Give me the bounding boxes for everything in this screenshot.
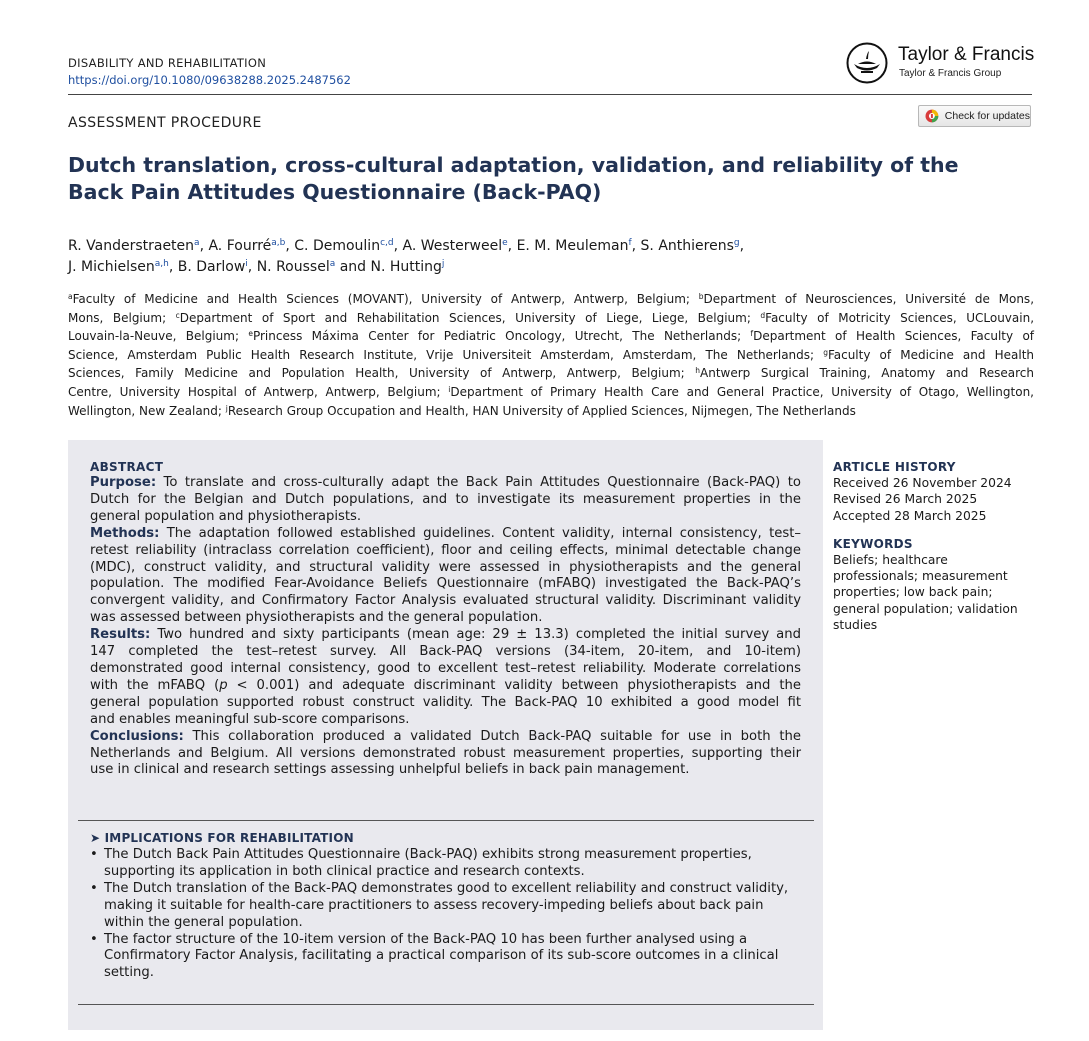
p-value-symbol: p <box>219 677 228 693</box>
implications-top-divider <box>78 820 814 821</box>
abstract-line: demonstrated good internal consistency, good to excellent test–retest reliability. Moderate correlations <box>90 660 801 676</box>
keywords-line: general population; validation <box>833 601 1018 616</box>
author-affiliation[interactable]: e <box>502 238 508 248</box>
publisher-lamp-icon <box>846 42 888 84</box>
abstract-line: (MDC), construct validity, and structural validity were assessed in physiotherapists and the general <box>90 559 801 575</box>
affiliation-line <box>68 402 1034 421</box>
title-line: Dutch translation, cross-cultural adaptation, validation, and reliability of the <box>68 153 959 177</box>
author[interactable]: A. Westerweel <box>402 238 503 254</box>
abstract-line <box>90 678 801 695</box>
implications-heading: ➤ IMPLICATIONS FOR REHABILITATION <box>90 831 354 845</box>
implications-bottom-divider <box>78 1004 814 1005</box>
abstract-line <box>90 729 801 746</box>
affiliation-text: Department of Sport and Rehabilitation Sciences, University of Liege, Liege, Belgium; <box>179 310 761 325</box>
affiliation-line <box>68 309 1034 328</box>
abstract-line: convergent validity, and Confirmatory Factor Analysis evaluated structural validity. Discriminant validity <box>90 593 801 609</box>
affiliation-marker: i <box>448 384 451 394</box>
author-affiliation[interactable]: i <box>245 259 248 269</box>
abstract-line: was assessed between physiotherapists and the general population. <box>90 610 543 626</box>
author[interactable]: E. M. Meuleman <box>516 238 629 254</box>
abstract-text: This collaboration produced a validated Dutch Back-PAQ suitable for use in both the <box>183 728 801 744</box>
implications <box>90 830 801 982</box>
abstract-text: The adaptation followed established guidelines. Content validity, internal consistency, test– <box>159 525 801 541</box>
affiliation-text: Faculty of Medicine and Health <box>827 347 1034 362</box>
title-line: Back Pain Attitudes Questionnaire (Back-PAQ) <box>68 180 602 204</box>
author[interactable]: C. Demoulin <box>294 238 381 254</box>
affiliations <box>68 290 1034 420</box>
affiliation-line <box>68 346 1034 365</box>
author-line: R. Vanderstraeten$^a$, A. Fourré$^{a,b}$, C. Demoulin$^{c,d}$, A. Westerweel$^e$, E. M. Meuleman$^f$, S. Anthierens$^g$, <box>68 238 745 254</box>
author-affiliation[interactable]: f <box>628 238 632 248</box>
keywords-line: properties; low back pain; <box>833 585 993 600</box>
abstract-line: 147 completed the test–retest survey. All Back-PAQ versions (34-item, 20-item, and 10-item) <box>90 644 801 660</box>
affiliation-marker: b <box>698 292 704 301</box>
author[interactable]: B. Darlow <box>177 259 246 275</box>
check-for-updates-label: Check for updates <box>944 110 1030 122</box>
author[interactable]: J. Michielsen <box>68 259 155 275</box>
affiliation-line <box>68 383 1034 402</box>
author-affiliation[interactable]: j <box>441 259 445 269</box>
author-affiliation[interactable]: a <box>194 238 200 248</box>
affiliation-line <box>68 290 1034 309</box>
affiliation-line <box>68 364 1034 383</box>
abstract-heading: ABSTRACT <box>90 460 164 474</box>
abstract-text: with the mFABQ ( <box>90 677 220 693</box>
conclusions-label: Conclusions: <box>90 728 184 744</box>
article-title <box>68 152 1028 206</box>
affiliation-line <box>68 327 1034 346</box>
abstract-text: Two hundred and sixty participants (mean age: 29 ± 13.3) completed the initial survey and <box>150 627 801 643</box>
author[interactable]: N. Roussel <box>256 259 330 275</box>
journal-name: DISABILITY AND REHABILITATION <box>68 56 267 70</box>
abstract-line: Netherlands and Belgium. All versions demonstrated robust measurement properties, supporting their <box>90 745 801 761</box>
author-affiliation[interactable]: a,h <box>154 259 169 269</box>
author-affiliation[interactable]: a,b <box>271 238 286 248</box>
crossmark-icon <box>925 109 939 123</box>
affiliation-text: Mons, Belgium; <box>68 310 176 325</box>
implication-item: • The Dutch Back Pain Attitudes Questionnaire (Back-PAQ) exhibits strong measurement properties, supporting its application in both clinical practice and research contexts. <box>90 847 801 881</box>
publisher-group: Taylor & Francis Group <box>899 68 1002 79</box>
keywords-line: professionals; measurement <box>833 569 1008 584</box>
abstract-line: Dutch for the Belgian and Dutch populations, and to investigate its measurement properties in the <box>90 491 801 507</box>
affiliation-text: Faculty of Medicine and Health Sciences (MOVANT), University of Antwerp, Antwerp, Belgium; <box>72 292 699 306</box>
check-for-updates-button[interactable] <box>918 105 1031 127</box>
author[interactable]: A. Fourré <box>208 238 272 254</box>
author[interactable]: R. Vanderstraeten <box>68 238 195 254</box>
author[interactable]: S. Anthierens <box>640 238 734 254</box>
affiliation-text: Princess Máxima Center for Pediatric Oncology, Utrecht, The Netherlands; <box>252 329 751 344</box>
abstract-line <box>90 475 801 492</box>
affiliation-text: Centre, University Hospital of Antwerp, Antwerp, Belgium; <box>68 384 449 399</box>
keywords-heading: KEYWORDS <box>833 536 913 551</box>
abstract-line: general population and physiotherapists. <box>90 508 362 524</box>
abstract-line: retest reliability (intraclass correlation coefficient), floor and ceiling effects, minimal detectable change <box>90 542 801 558</box>
affiliation-text: Antwerp Surgical Training, Anatomy and Research <box>700 366 1035 381</box>
implication-item: • The factor structure of the 10-item version of the Back-PAQ 10 has been further analysed using a Confirmatory Factor Analysis, facilitating a practical comparison of its sub-score outcomes in a clinical setting. <box>90 932 801 983</box>
affiliation-marker: g <box>823 347 828 357</box>
revised-date: Revised 26 March 2025 <box>833 492 978 507</box>
article-history-heading: ARTICLE HISTORY <box>833 460 956 474</box>
affiliation-text: Department of Neurosciences, Université de Mons, <box>703 292 1035 306</box>
affiliation-text: Science, Amsterdam Public Health Research Institute, Vrije Universiteit Amsterdam, Amsterdam, The Netherlands; <box>68 347 824 362</box>
implication-item: • The Dutch translation of the Back-PAQ demonstrates good to excellent reliability and construct validity, making it suitable for health-care practitioners to assess recovery-impeding beliefs about back pain within the general population. <box>90 881 801 932</box>
article-sidebar <box>833 459 1033 633</box>
accepted-date: Accepted 28 March 2025 <box>833 508 987 523</box>
keywords-line: Beliefs; healthcare <box>833 553 948 568</box>
affiliation-marker: d <box>760 310 766 320</box>
author-affiliation[interactable]: c,d <box>380 238 394 248</box>
methods-label: Methods: <box>90 525 160 541</box>
affiliation-text: Department of Primary Health Care and General Practice, University of Otago, Wellington, <box>450 384 1034 399</box>
affiliation-text: Sciences, Family Medicine and Population Health, University of Antwerp, Antwerp, Belgium; <box>68 366 696 381</box>
author-affiliation[interactable]: a <box>329 259 336 269</box>
abstract-text: < 0.001) and adequate discriminant validity between physiotherapists and the <box>227 677 801 693</box>
author-conjunction: and <box>339 259 367 275</box>
purpose-label: Purpose: <box>90 475 157 490</box>
abstract-line: population. The modified Fear-Avoidance Beliefs Questionnaire (mFABQ) investigated the Back-PAQ’s <box>90 576 801 592</box>
abstract-text: To translate and cross-culturally adapt the Back Pain Attitudes Questionnaire (Back-PAQ) to <box>156 475 801 490</box>
affiliation-marker: j <box>225 403 228 413</box>
author-affiliation[interactable]: g <box>733 238 740 248</box>
affiliation-text: Department of Health Sciences, Faculty of <box>753 329 1035 344</box>
abstract <box>90 459 801 779</box>
abstract-line: use in clinical and research settings assessing unhelpful beliefs in back pain management. <box>90 762 690 778</box>
affiliation-text: Research Group Occupation and Health, HAN University of Applied Sciences, Nijmegen, The Netherlands <box>227 403 856 418</box>
author[interactable]: N. Hutting <box>370 259 442 275</box>
publisher-logo[interactable] <box>846 40 1036 86</box>
author-line: J. Michielsen$^{a,h}$, B. Darlow$^i$, N. Roussel$^a$ and N. Hutting$^j$ <box>68 259 445 275</box>
doi-link[interactable]: https://doi.org/10.1080/09638288.2025.2487562 <box>68 73 351 87</box>
affiliation-marker: f <box>750 329 754 339</box>
affiliation-text: Faculty of Motricity Sciences, UCLouvain, <box>765 310 1035 325</box>
keywords-line: studies <box>833 617 878 632</box>
article-type: ASSESSMENT PROCEDURE <box>68 115 262 131</box>
abstract-line <box>90 526 801 543</box>
results-label: Results: <box>90 627 151 643</box>
affiliation-marker: h <box>695 366 700 376</box>
affiliation-marker: c <box>175 310 180 320</box>
header-divider <box>68 94 1032 95</box>
author-list <box>68 236 1032 278</box>
received-date: Received 26 November 2024 <box>833 476 1012 491</box>
affiliation-text: Louvain-la-Neuve, Belgium; <box>68 329 249 344</box>
affiliation-marker: e <box>248 329 253 339</box>
abstract-line: and enables meaningful sub-score comparisons. <box>90 711 410 727</box>
affiliation-marker: a <box>68 292 73 301</box>
abstract-line <box>90 627 801 644</box>
affiliation-text: Wellington, New Zealand; <box>68 403 226 418</box>
publisher-name: Taylor & Francis <box>898 44 1035 65</box>
abstract-line: general population supported robust construct validity. The Back-PAQ 10 exhibited a good model fit <box>90 694 801 710</box>
